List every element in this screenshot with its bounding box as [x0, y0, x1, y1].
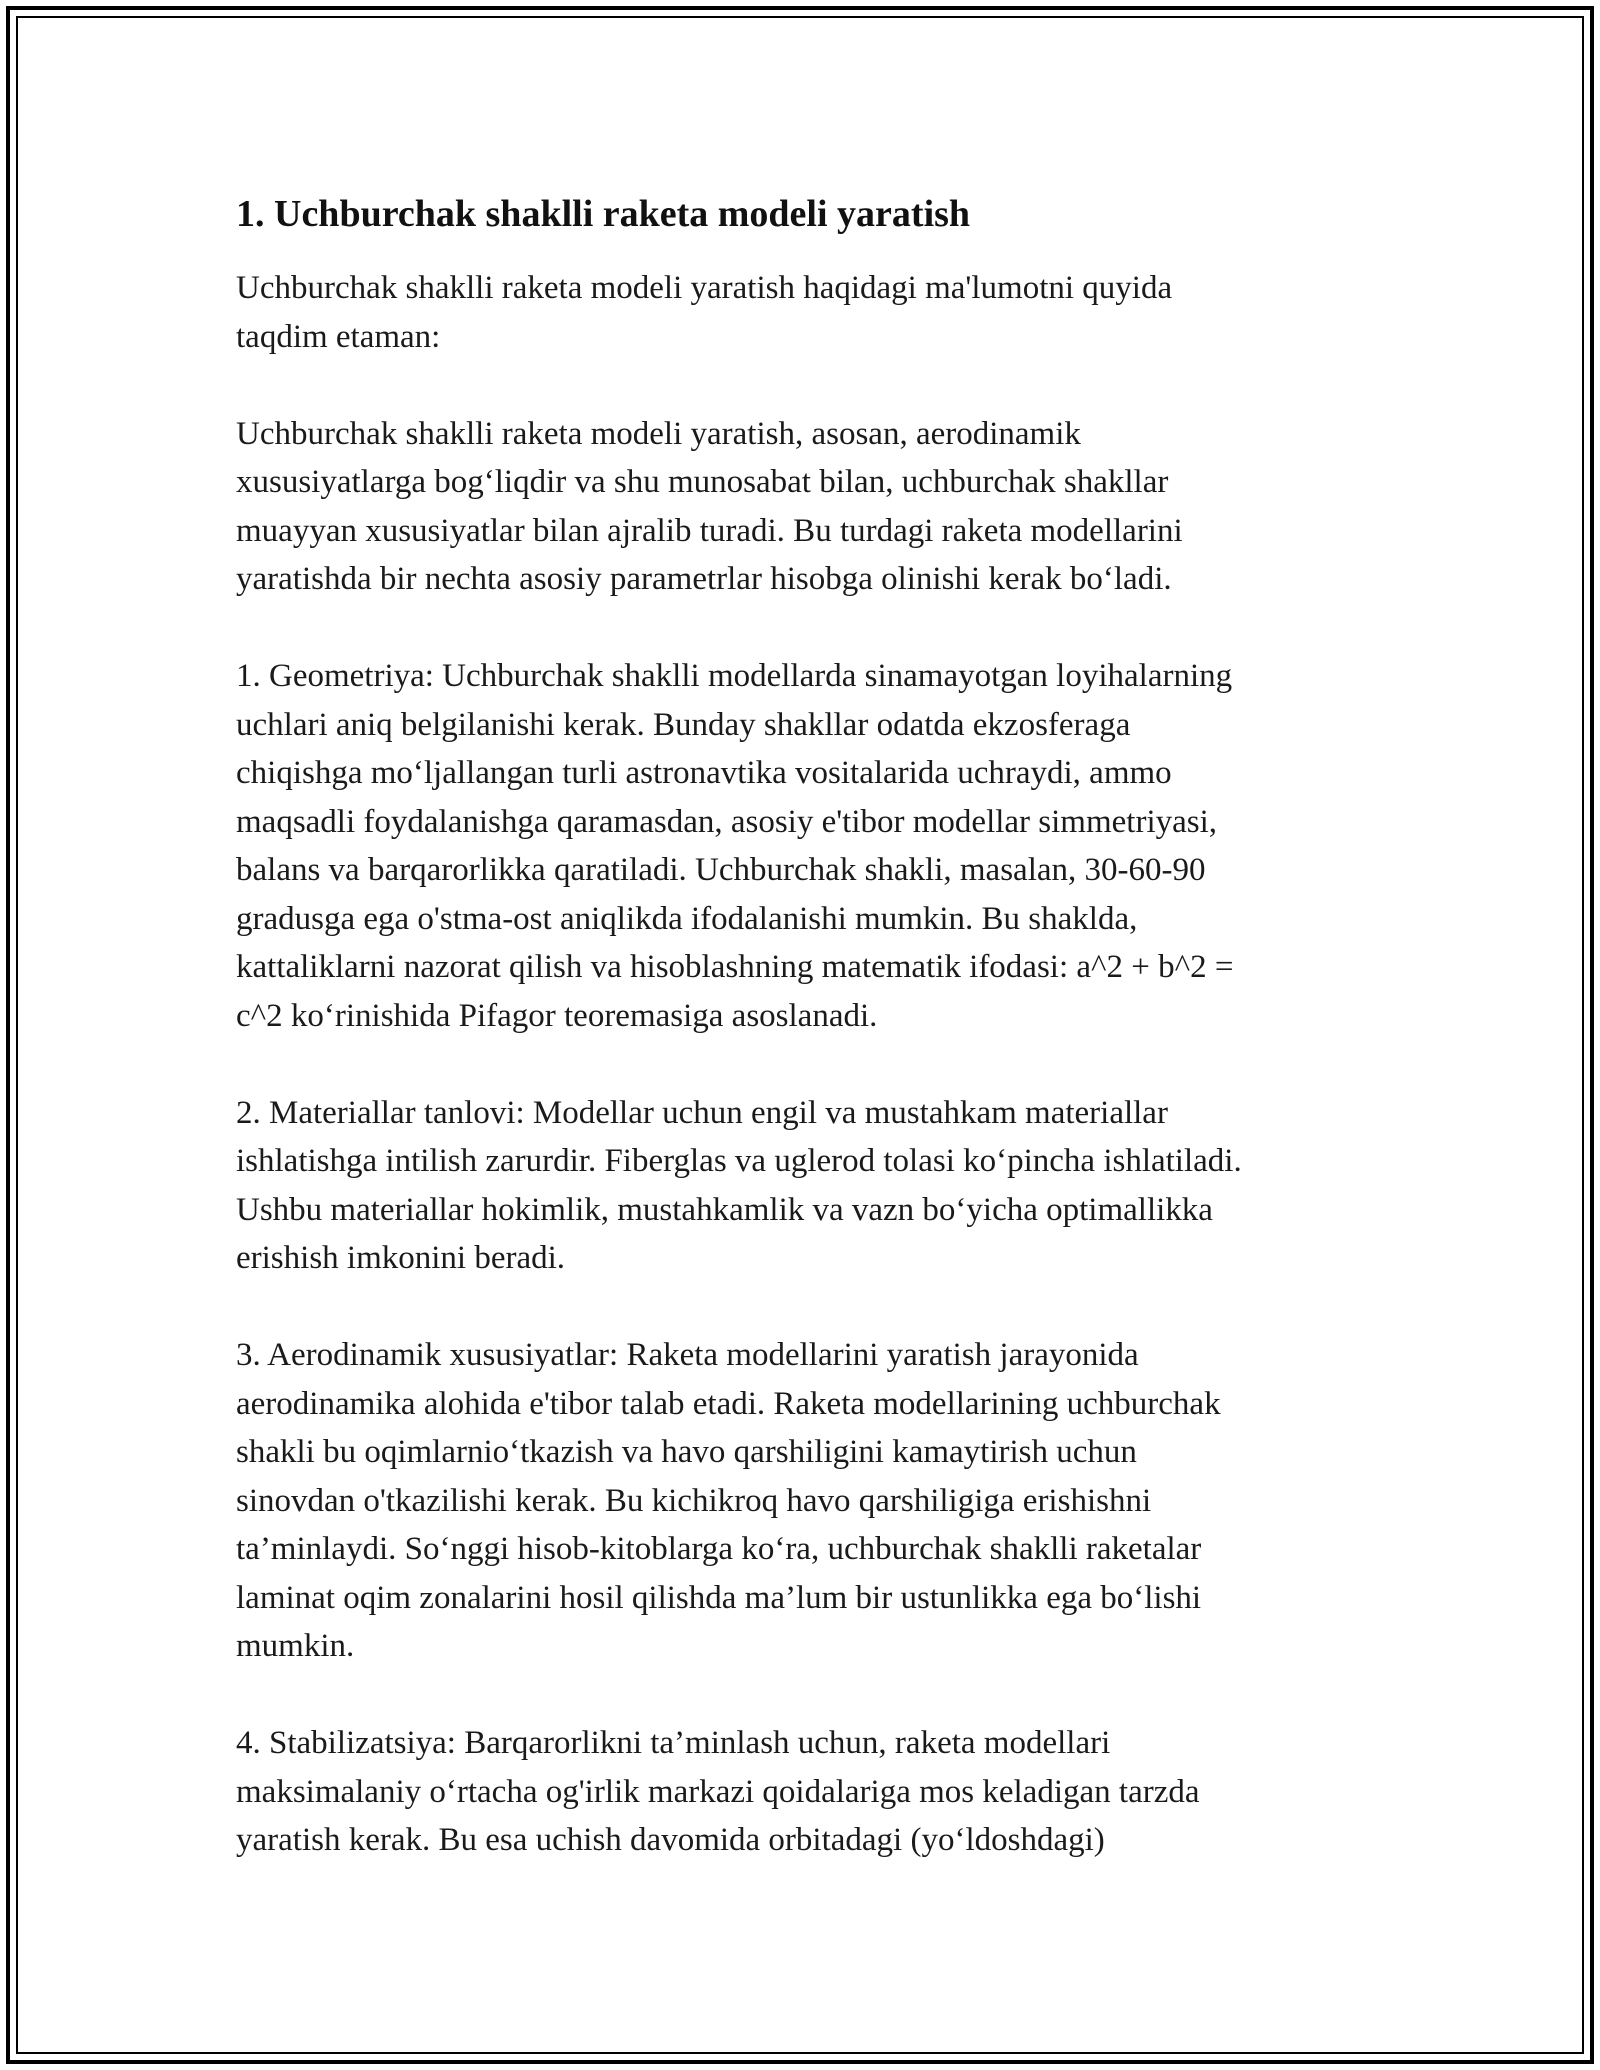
text-line: c^2 ko‘rinishida Pifagor teoremasiga asoslanadi.: [236, 997, 878, 1034]
text-line: shakli bu oqimlarnio‘tkazish va havo qarshiligini kamaytirish uchun: [236, 1434, 1137, 1470]
text-line: Uchburchak shaklli raketa modeli yaratish haqidagi ma'lumotni quyida: [236, 270, 1173, 306]
paragraph-intro: [236, 264, 1376, 361]
text-line: 1. Geometriya: Uchburchak shaklli modellarda sinamayotgan loyihalarning: [236, 658, 1233, 694]
text-line: chiqishga mo‘ljallangan turli astronavtika vositalarida uchraydi, ammo: [236, 755, 1172, 791]
text-line: kattaliklarni nazorat qilish va hisoblashning matematik ifodasi: a^2 + b^2 =: [236, 949, 1234, 985]
text-line: yaratish kerak. Bu esa uchish davomida orbitadagi (yo‘ldoshdagi): [236, 1822, 1105, 1858]
document-body: [236, 178, 1376, 1913]
text-line: taqdim etaman:: [236, 318, 441, 355]
document-title: 1. Uchburchak shaklli raketa modeli yaratish: [236, 193, 971, 235]
text-line: muayyan xususiyatlar bilan ajralib turadi. Bu turdagi raketa modellarini: [236, 512, 1183, 549]
text-line: 4. Stabilizatsiya: Barqarorlikni ta’minlash uchun, raketa modellari: [236, 1725, 1111, 1761]
paragraph-geometry: [236, 652, 1376, 1040]
text-line: aerodinamika alohida e'tibor talab etadi. Raketa modellarining uchburchak: [236, 1385, 1221, 1422]
text-line: 2. Materiallar tanlovi: Modellar uchun engil va mustahkam materiallar: [236, 1094, 1168, 1131]
text-line: erishish imkonini beradi.: [236, 1240, 566, 1276]
text-line: 3. Aerodinamik xususiyatlar: Raketa modellarini yaratish jarayonida: [236, 1337, 1139, 1373]
text-line: Ushbu materiallar hokimlik, mustahkamlik va vazn bo‘yicha optimallikka: [236, 1191, 1213, 1228]
text-line: mumkin.: [236, 1628, 355, 1664]
text-line: balans va barqarorlikka qaratiladi. Uchburchak shakli, masalan, 30-60-90: [236, 852, 1206, 888]
text-line: sinovdan o'tkazilishi kerak. Bu kichikroq havo qarshiligiga erishishni: [236, 1482, 1152, 1519]
text-line: ishlatishga intilish zarurdir. Fiberglas va uglerod tolasi ko‘pincha ishlatiladi.: [236, 1143, 1242, 1179]
text-line: yaratishda bir nechta asosiy parametrlar hisobga olinishi kerak bo‘ladi.: [236, 561, 1172, 597]
text-line: gradusga ega o'stma-ost aniqlikda ifodalanishi mumkin. Bu shaklda,: [236, 900, 1138, 937]
text-line: xususiyatlarga bog‘liqdir va shu munosabat bilan, uchburchak shakllar: [236, 464, 1169, 500]
paragraph-materials: [236, 1089, 1376, 1283]
text-line: maqsadli foydalanishga qaramasdan, asosiy e'tibor modellar simmetriyasi,: [236, 803, 1218, 840]
paragraph-overview: [236, 410, 1376, 604]
text-line: laminat oqim zonalarini hosil qilishda ma’lum bir ustunlikka ega bo‘lishi: [236, 1579, 1202, 1616]
text-line: uchlari aniq belgilanishi kerak. Bunday shakllar odatda ekzosferaga: [236, 706, 1131, 743]
text-line: ta’minlaydi. So‘nggi hisob-kitoblarga ko‘ra, uchburchak shaklli raketalar: [236, 1531, 1202, 1567]
paragraph-stabilization: [236, 1719, 1376, 1865]
paragraph-aerodynamics: [236, 1331, 1376, 1671]
text-line: maksimalaniy o‘rtacha og'irlik markazi qoidalariga mos keladigan tarzda: [236, 1773, 1200, 1810]
text-line: Uchburchak shaklli raketa modeli yaratish, asosan, aerodinamik: [236, 415, 1081, 452]
